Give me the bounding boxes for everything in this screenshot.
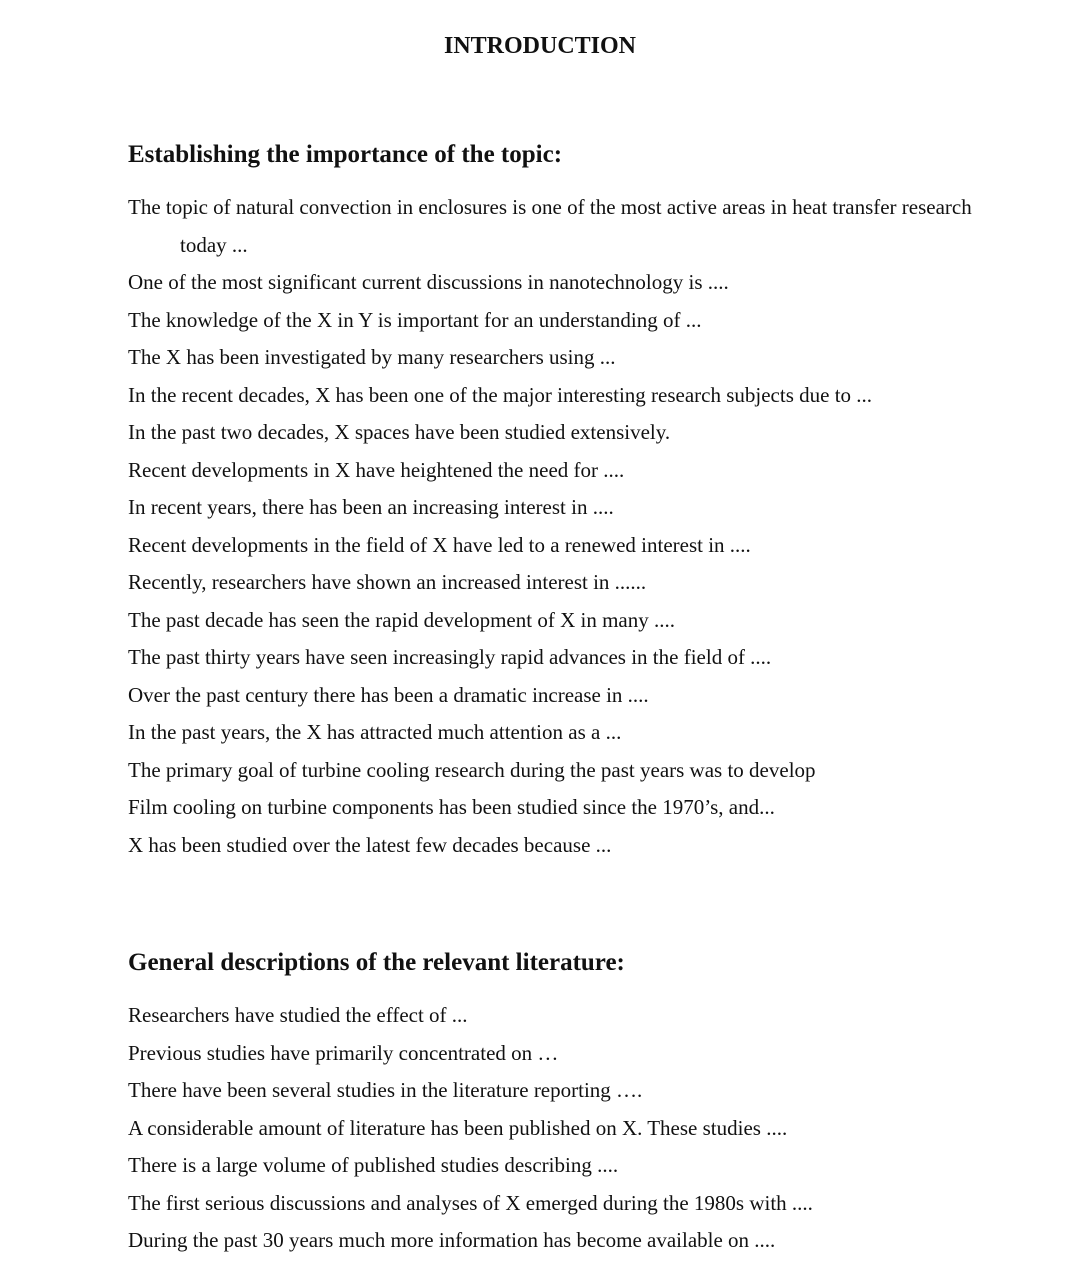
phrase-list-importance xyxy=(128,189,988,864)
phrase-item: A considerable amount of literature has been published on X. These studies .... xyxy=(128,1115,788,1140)
phrase-item: Film cooling on turbine components has been studied since the 1970’s, and... xyxy=(128,795,775,819)
phrase-item: The primary goal of turbine cooling research during the past years was to develop xyxy=(128,757,816,782)
phrase-item: The X has been investigated by many researchers using ... xyxy=(128,345,616,369)
phrase-item: The first serious discussions and analyses of X emerged during the 1980s with .... xyxy=(128,1190,813,1215)
phrase-item: In the past years, the X has attracted much attention as a ... xyxy=(128,720,622,744)
phrase-item: The topic of natural convection in enclosures is one of the most active areas in heat transfer research today ... xyxy=(128,195,972,257)
section-heading-importance: Establishing the importance of the topic: xyxy=(128,141,563,168)
phrase-item: The past thirty years have seen increasingly rapid advances in the field of .... xyxy=(128,645,772,669)
section-heading-literature: General descriptions of the relevant literature: xyxy=(128,949,625,976)
phrase-item: Previous studies have primarily concentrated on … xyxy=(128,1040,559,1065)
phrase-list-literature xyxy=(128,997,988,1260)
phrase-item: Recently, researchers have shown an increased interest in ...... xyxy=(128,570,647,594)
phrase-item: Over the past century there has been a dramatic increase in .... xyxy=(128,682,649,707)
phrase-item: Recent developments in the field of X have led to a renewed interest in .... xyxy=(128,532,751,557)
phrase-item: There have been several studies in the literature reporting …. xyxy=(128,1078,643,1102)
phrase-item: During the past 30 years much more information has become available on .... xyxy=(128,1228,776,1252)
phrase-item: X has been studied over the latest few decades because ... xyxy=(128,832,612,857)
phrase-item: In the past two decades, X spaces have been studied extensively. xyxy=(128,420,671,444)
phrase-item: There is a large volume of published studies describing .... xyxy=(128,1153,619,1177)
phrase-item: The past decade has seen the rapid development of X in many .... xyxy=(128,607,675,632)
page-title: INTRODUCTION xyxy=(443,33,637,59)
phrase-item: In recent years, there has been an increasing interest in .... xyxy=(128,495,614,519)
phrase-item: One of the most significant current discussions in nanotechnology is .... xyxy=(128,270,729,294)
phrase-item: Recent developments in X have heightened the need for .... xyxy=(128,457,625,482)
phrase-item: In the recent decades, X has been one of the major interesting research subjects due to ... xyxy=(128,382,873,407)
phrase-item: The knowledge of the X in Y is important for an understanding of ... xyxy=(128,307,702,332)
phrase-item: Researchers have studied the effect of ... xyxy=(128,1003,468,1027)
